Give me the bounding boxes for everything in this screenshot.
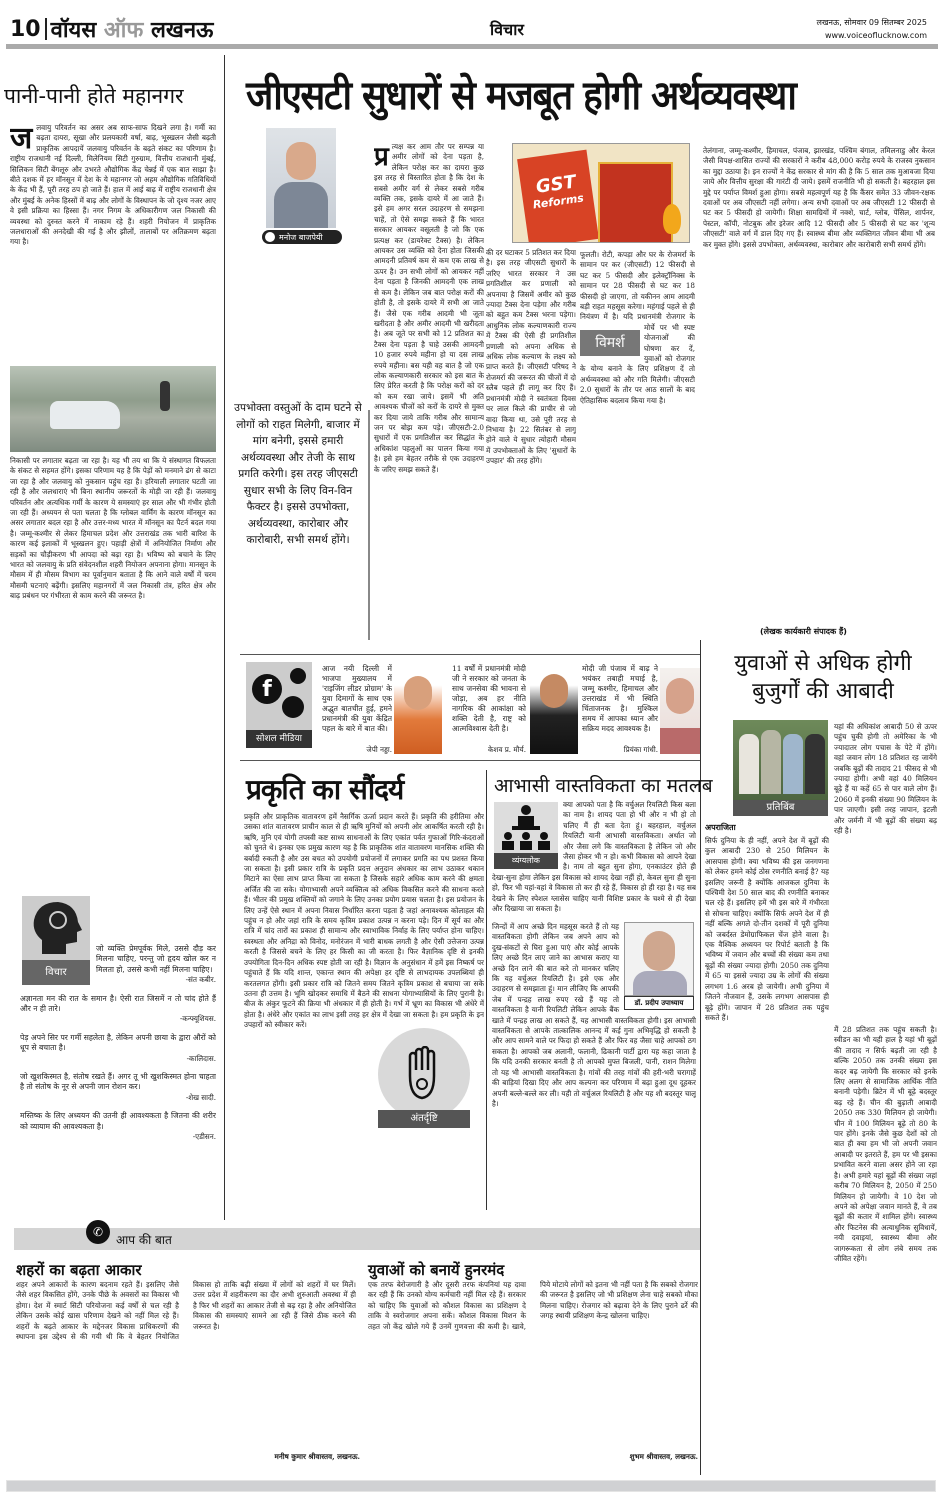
pratibimb-label: प्रतिबिंब <box>733 800 828 816</box>
vyangyalok-box <box>494 802 558 866</box>
masthead-title <box>51 14 214 44</box>
quote-text: जो खुशकिस्मत है, संतोष रखते हैं। अगर तू भी खुशकिस्मत होना चाहता है तो संतोष के नूर से अपनी जान रोशन कर। <box>20 1072 216 1092</box>
post-text: आज नयी दिल्ली में भाजपा मुख्यालय में 'राइजिंग लीडर प्रोग्राम' के युवा दिमागों के साथ एक अद्भुत बातचीत हुई, हमने प्रधानमंत्री की युवा केंद्रित पहल के बारे में बात की। <box>322 664 392 733</box>
antardrishti-badge <box>368 1028 484 1152</box>
quote-text: पेड़ अपने सिर पर गर्मी सहलेता है, लेकिन अपनी छाया के द्वारा औरों को धूप से बचाता है। <box>20 1032 216 1053</box>
facebook-icon: f <box>252 674 282 704</box>
left-article-body-continued: निकासी पर लगातार बढ़ता जा रहा है। यह भी तय था कि ये संस्थागत विफलता के संकट से सहमत होंगे। इसका परिणाम यह है कि पेड़ों को मनमाने ढंग से काटा जा रहा है और जलवायु को नुकसान पहुंच रहा है। हरियाली लगातार घटती जा रही है और जलधाराएं भी बिना स्थानीय जरूरतों के मोड़ी जा रही हैं। जलवायु परिवर्तन और अत्यधिक गर्मी के कारण ये समस्याएं हर साल और भी गंभीर होती जा रही हैं। अध्ययन से पता चलता है कि ग्लोबल वार्मिंग के कारण मॉनसून का असर लगातार बदल रहा है और उत्तर-मध्य भारत में मॉनसून का पैटर्न बदल गया है। जम्मू-कश्मीर से लेकर हिमाचल प्रदेश और उत्तराखंड तक भारी बारिश के कारण कई इलाकों में भूस्खलन हुए। पहाड़ी क्षेत्रों में अनियोजित निर्माण और सड़कों का चौड़ीकरण भी आपदा को बढ़ा रहा है। भविष्य को बचाने के लिए भारत को जलवायु के प्रति संवेदनशील शहरी नियोजन अपनाना होगा। मानसून के मौसम में ही मौसम विभाग का पूर्वानुमान बताता है कि आने वाले वर्षों में चरम मौसमी घटनाएं बढ़ेंगी। इसलिए महानगरों में जल निकासी तंत्र, हरित क्षेत्र और बाढ़ प्रबंधन पर गंभीरता से काम करने की जरूरत है। <box>10 456 216 601</box>
main-article-col1: त्यक्ष कर आम तौर पर सम्पन्न या अमीर लोगों को देना पड़ता है, लेकिन परोक्ष कर का दायरा कुछ इस तरह से विस्तारित होता है कि देश के सबसे अमीर वर्ग से लेकर सबसे गरीब व्यक्ति तक, इसके दायरे में आ जाते हैं। इसे हम अगर सरल उदाहरण से समझना चाहें, तो ऐसे समझ सकते हैं कि भारत सरकार आयकर वसूलती है जो कि एक प्रत्यक्ष कर (डायरेक्ट टैक्स) है। लेकिन आयकर उस व्यक्ति को देना होता जिसकी आमदनी प्रतिवर्ष कम से कम एक लाख से ऊपर है। उन सभी लोगों को आयकर नहीं देना पड़ता है जिनकी आमदनी एक लाख से कम है। लेकिन जब बात परोक्ष करों की होती है, तो इसके दायरे में सभी आ जाते हैं। जैसे एक गरीब आदमी भी जूता खरीदता है और अमीर आदमी भी खरीदता है। अब जूते पर सभी को 12 प्रतिशत का टैक्स देना पड़ता है चाहे उसकी आमदनी 10 हजार रुपये महीना हो या दस लाख रुपये महीना। बस यही वह बात है जो एक लोक कल्याणकारी सरकार को इस बात के लिए प्रेरित करती है कि परोक्ष करों को दर को कम रखा जाये। इसमें भी अति आवश्यक चीजों को करों के दायरे से मुक्त कर दिया जाये ताकि गरीब और सामान्य जन पर बोझ कम पड़े। जीएसटी-2.0 सुधारों में एक प्रगतिशील कर सिद्धांत के अधिकांश पहलुओं का पालन किया गया है। इसे हम बेहतर तरीके से एक उदाहरण के जरिए समझ सकते हैं। <box>374 142 484 474</box>
quote <box>20 994 216 1025</box>
abhasi-author-name: डॉ. प्रदीप उपाध्याय <box>624 996 694 1010</box>
post-text: 11 वर्षों में प्रधानमंत्री मोदी जी ने सरकार को जनता के साथ जनसेवा की भावना से जोड़ा, अब हर नीति नागरिक की आकांक्षा को शक्ति देती है, राष्ट्र को आत्मविश्वास देती है। <box>452 664 526 733</box>
main-article-col4: तेलंगाना, जम्मू-कश्मीर, हिमाचल, पंजाब, झारखंड, पश्चिम बंगाल, तमिलनाडु और केरल जैसी विपक्ष-शासित राज्यों की सरकारों ने करीब 48,000 करोड़ रुपये के राजस्व नुकसान का मुद्दा उठाया है। इन राज्यों ने केंद्र सरकार से मांग की है कि 5 साल तक मुआवजा दिया जाये और वित्तीय सुरक्षा की गारंटी दी जाये। इसमें राजनीति भी हो सकती है। बहरहाल इस मुद्दे पर पर्याप्त विमर्श हुआ होगा। सबसे महत्वपूर्ण यह है कि कैंसर समेत 33 जीवन-रक्षक दवाओं पर अब जीएसटी नहीं लगेगा। अन्य सभी दवाओं पर अब जीएसटी 12 फीसदी से घट कर 5 फीसदी हो जायेगी। शिक्षा सामग्रियों में नक्शे, चार्ट, ग्लोब, पेंसिल, शार्पनर, पेस्टल, कॉपी, नोटबुक और इरेजर आदि 12 फीसदी और 5 फीसदी से घट कर 'शून्य जीएसटी' वाले वर्ग में डाल दिए गए हैं। स्वास्थ्य बीमा और व्यक्तिगत जीवन बीमा भी अब कर मुक्त होंगे। इससे उपभोक्ता, अर्थव्यवस्था, कारोबार और कारोबारी सभी समर्थ होंगे। <box>703 146 935 249</box>
reforms-image-text: Reforms <box>532 191 585 212</box>
prakriti-headline: प्रकृति का सौंदर्य <box>246 773 404 806</box>
speaker-audience-icon <box>494 802 558 850</box>
youth-body-col1: सिर्फ दुनिया के ही नहीं, अपने देश में बूढ़ों की कुल आबादी 230 से 250 मिलियन के आसपास होगी। क्या भविष्य की इस जनगणना को लेकर हमने कोई ठोस रणनीति बनाई है? यह इसलिए जरूरी है क्योंकि आजकल दुनिया के पश्चिमी देश 50 साल बाद की रणनीति बनाकर चल रहे हैं। इसलिए हमें भी इस बारे में गंभीरता से सोचना चाहिए। क्योंकि सिर्फ अपने देश में ही नहीं बल्कि अगले दो-तीन दशकों में पूरी दुनिया को जबर्दस्त डेमोग्राफिकल चेंज होने वाला है। एक वैश्विक अध्ययन पर रिपोर्ट बताती है कि भविष्य में जवान और बच्चों की संख्या कम तथा बूढ़ों की संख्या ज्यादा होगी। 2050 तक दुनिया में 65 या इससे ज्यादा उम्र के लोगों की संख्या लगभग 1.6 अरब हो जायेगी। अभी दुनिया में जितने नौजवान हैं, उसके लगभग आसपास ही बूढ़े होंगे। जापान में 28 प्रतिशत तक पहुंच सकते हैं। <box>705 836 829 1022</box>
jp-nadda-photo <box>394 668 442 754</box>
twitter-icon <box>282 696 304 718</box>
aap-ki-baat-label: आप की बात <box>116 1233 172 1247</box>
abhasi-body-container <box>492 922 696 1207</box>
letter-body: एक तरफ बेरोजगारी है और दूसरी तरफ कंपनियां यह दावा कर रही हैं कि उनको योग्य कर्मचारी नहीं मिल रहे हैं। सरकार को चाहिए कि युवाओं को कौशल विकास का प्रशिक्षण दे ताकि वे स्वरोजगार अपना सकें। कौशल विकास मिशन के तहत जो केंद्र खोले गये हैं उनमें गुणवत्ता की कमी है। खावे, पिये मोटाये लोगों को इतना भी नहीं पता है कि सबको रोजगार की जरूरत है इसलिए जो भी प्रशिक्षण लेना चाहे सबको मौका मिलना चाहिए। रोजगार को बढ़ावा देने के लिए पुराने ढर्रे की जगह स्थायी प्रशिक्षण केन्द्र खोलना चाहिए। <box>368 1280 698 1331</box>
gst-image-text: GST <box>534 171 578 198</box>
column-divider <box>486 770 487 1210</box>
abhasi-intro-container <box>492 800 696 920</box>
header-rule <box>6 44 938 49</box>
main-article-col3: फूलती। रोटी, कपड़ा और घर के रोजमर्रा के सामान पर कर (जीएसटी) 12 फीसदी से घट कर 5 फीसदी और इलेक्ट्रॉनिक्स के सामान पर 28 फीसदी से घट कर 18 फीसदी हो जाएगा, तो यकीनन आम आदमी बड़ी राहत महसूस करेगा। महंगाई पहले से ही नियंत्रण में है। यदि प्रधानमंत्री रोजगार के मोर्चे पर भी स्पष्ट योजनाओं की घोषणा कर दें, युवाओं को रोजगार के योग्य बनाने के लिए प्रशिक्षण दें तो अर्थव्यवस्था को और गति मिलेगी। जीएसटी 2.0 सुधारों के तौर पर आठ सालों के बाद ऐतिहासिक बदलाव किया गया है। <box>580 250 695 405</box>
author-photo-block <box>624 922 696 1010</box>
drop-cap: ज <box>10 123 33 156</box>
vyangyalok-label: व्यंग्यलोक <box>494 853 558 869</box>
gst-reforms-image <box>512 143 690 243</box>
elderly-photo <box>733 720 828 800</box>
quote-author: -संत कबीर. <box>185 975 216 985</box>
youth-body-intro: यहां की अधिकांश आबादी 50 से ऊपर पहुंच चुकी होगी तो अमेरिका के भी ज्यादातर लोग पचास के पेटे में होंगे। वहां जवान लोग 18 प्रतिशत रह जायेंगे जबकि बूढ़ों की तादाद 21 फीसद से भी ज्यादा होगी। अभी वहां 40 मिलियन बूढ़े हैं या कहें 65 से पार वाले लोग हैं। 2060 में इनकी संख्या 90 मिलियन के पार जाएगी। इसी तरह जापान, इटली और जर्मनी में भी बूढ़ों की संख्या बढ़ रही है। <box>834 722 937 836</box>
prakriti-body: प्रकृति और प्राकृतिक वातावरण हमें नैसर्गिक ऊर्जा प्रदान करते हैं। प्रकृति की हरीतिमा और उसका शांत वातावरण प्राचीन काल से ही ऋषि मुनियों को अपनी ओर आकर्षित करती रही है। ऋषि, मुनि एवं योगी तपस्वी कष्ट साध्य साधनाओं के लिए एकांत पर्वत गुफाओं गिरि-कंदराओं को चुनते थे। इनका एक प्रमुख कारण यह है कि प्राकृतिक शांत वातावरण मानसिक शक्ति की बर्बादी रुकती है और उस बचत को उपयोगी प्रयोजनों में लगाकर प्रगति का पथ प्रशस्त किया जा सकता है। इसी प्रकार रात्रि के प्रकृति प्रदत्त अनुदान अंधकार का लाभ उठाकर थकान मिटाने का ऐसा लाभ प्राप्त किया जा सकता है जिसके सहारे अधिक काम करने की क्षमता अर्जित की जा सके। योगाभ्यासी अपने व्यक्तित्व को अधिक विकसित करने की साधना करते हैं। भीतर की प्रमुख शक्तियों को जगाने के लिए उनका प्रयोग प्रयास चलता है। इस प्रयोजन के लिए उन्हें ऐसे स्थान में अपना निवास निर्धारित करना पड़ता है जहां अनावश्यक कोलाहल की पहुंच न हो और जहां रात्रि के समय कृत्रिम प्रकाश उत्पन्न न करना पड़े। दिन में सूर्य का और रात्रि में चांद तारों का प्रकाश ही सामान्य और स्वाभाविक निर्वाह के लिए पर्याप्त होना चाहिए। स्वस्थता और अनिद्रा को विनोद, मनोरंजन में भारी बाधक लगती है और ऐसी उत्तेजना उत्पन्न करती है जिससे बचने के लिए हर किसी का जी करता है। फिर वैज्ञानिक दृष्टि से इनकी उपयोगिता दिन-दिन अधिक स्पष्ट होती जा रही है। विज्ञान के अनुसंधान में हमें इस निष्कर्ष पर पहुंचाते हैं कि यदि शान्त, एकान्त स्थान की अपेक्षा हर दृष्टि से लाभदायक उपलब्धियां ही करतलगत होंगी। इसी प्रकार रात्रि को जितने समय जितने कृत्रिम प्रकाश से बचाया जा सके उतना ही उत्तम है। भूमि खोदकर समाधि में बैठने की साधना योगाभ्यासियों के लिए पुरानी है। बीज के अंकुर फूटने की क्रिया भी अंधकार में ही होती है। गर्भ में भ्रूण का विकास भी अंधेरे में होता है। अंधेरे और एकांत का लाभ इसी तरह हर क्षेत्र में देखा जा सकता है। हम प्रकृति के इन उपहारों को स्वीकार करें। <box>244 812 484 1030</box>
pradeep-upadhyay-photo <box>624 922 694 996</box>
page-number: 10 <box>10 16 41 42</box>
social-post <box>582 664 700 754</box>
abhasi-body: जिन्दों में आप अच्छे दिन महसूस करते हैं तो यह वास्तविकता होगी लेकिन जब अपने आप को दुख-संकटों से घिरा हुआ पाएं और कोई आपके लिए अच्छे दिन लाए जाने का आभास कराए या अच्छे दिन लाने की बात करे तो मानकर चलिए कि यह वर्चुअल रियलिटी है। इसे एक और उदाहरण से समझाता हूं। मान लीजिए कि आपकी जेब में पन्द्रह लाख रुपए रखे हैं यह तो वास्तविकता है यानी रियलिटी लेकिन आपके बैंक खाते में पन्द्रह लाख आ सकते हैं, यह आभासी वास्तविकता होगी। इस आभासी वास्तविकता से आपके तात्कालिक आनन्द में कई गुना अभिवृद्धि हो सकती है और आप सामने वाले पर फिदा हो सकते हैं और फिर वह जैसा चाहे आपको ठग सकता है। आपको जब अलानी, फलानी, ढिकानी पार्टी द्वारा यह कहा जाता है कि यदि उनकी सरकार बनती है तो आपको मुफ्त बिजली, पानी, राशन मिलेगा तो यह भी आभासी वास्तविकता है। गांवों की तरह गांवों की हरी-भरी चरागाहें की बाड़ियां दिखा दिए और आप कल्पना कर परिणाम में बढ़ा हुआ दूध दूहकर अपनी बल्ले-बल्ले कर ली। यही तो वर्चुअल रियलिटी है और यह शौ बदस्तूर चालू है। <box>492 922 696 1108</box>
left-article-body: लवायु परिवर्तन का असर अब साफ-साफ दिखने लगा है। गर्मी का बढ़ता दायरा, सूखा और प्रलयकारी वर्षा, बाढ़, भूस्खलन जैसी बढ़ती प्राकृतिक आपदायें जलवायु परिवर्तन के बढ़ते संकट का परिणाम है। राष्ट्रीय राजधानी नई दिल्ली, मिलेनियम सिटी गुरुग्राम, वित्तीय राजधानी मुंबई, सिलिकन सिटी बेंगलूरु और उभरते औद्योगिक केंद्र चेन्नई में एक बात साझा है। बीते दशक में हर मॉनसून में देश के ये महानगर जो अहम औद्योगिक गतिविधियों के केंद्र भी हैं, पूरी तरह ठप हो जाते हैं। हाल में आई बाढ़ में राष्ट्रीय राजधानी क्षेत्र और मुंबई के अनेक हिस्सों में बाढ़ और लोगों के विस्थापन के जो दृश्य नजर आए वे इसी प्रक्रिया का हिस्सा हैं। नगर निगम के अधिकारीगण जल निकासी की व्यवस्था को दुरुस्त करने में नाकाम रहे हैं। शहरी नियोजन में प्राकृतिक जलधाराओं की अनदेखी की गई है और झीलों, तालाबों पर अतिक्रमण बढ़ता गया है। <box>10 123 216 247</box>
masthead-word-3: लखनऊ <box>151 18 214 43</box>
social-post <box>322 664 442 754</box>
quote <box>20 1033 216 1064</box>
youth-headline: युवाओं से अधिक होगी बुजुर्गों की आबादी <box>734 651 912 704</box>
abhasi-body-intro: क्या आपको पता है कि वर्चुअल रियलिटी किस बला का नाम है। शायद पता हो भी और न भी हो तो चलिए मैं ही बता देता हूं। बहरहाल, वर्चुअल रियलिटी यानी आभासी वास्तविकता। अर्थात जो और जैसा लगे कि वास्तविकता है लेकिन जो और जैसा होकर भी न हो। कभी विकास को आपने देखा है। नाम तो बहुत सुना होगा, एनकाउंटर होते ही देखा-सुना होगा लेकिन इस विकास को शायद देखा नहीं हो, केवल सुना ही सुना हो, फिर भी यहां-वहां वे विकास तो कर ही रहे हैं, विकास हो ही रहा है। यह सब देखने के लिए स्पेशल ग्लासेस चाहिए यानी विशिष्ट प्रकार के चश्मे से ही देखा और दिखाया जा सकता है। <box>492 800 696 914</box>
website-link[interactable]: www.voiceoflucknow.com <box>824 31 927 40</box>
flood-photo <box>10 366 216 452</box>
hamsa-hand-icon <box>402 1046 446 1102</box>
author-credit: (लेखक कार्यकारी संपादक हैं) <box>760 627 847 636</box>
letter-author: मनीष कुमार श्रीवास्तव, लखनऊ. <box>274 1452 360 1461</box>
author-byline: मनोज बाजपेयी <box>262 230 342 244</box>
quotes-list <box>20 944 216 1143</box>
quote <box>20 1072 216 1103</box>
letter-author: शुभम श्रीवास्तव, लखनऊ. <box>629 1452 698 1461</box>
social-media-box <box>246 662 312 748</box>
main-article-col2: की दर घटाकर 5 प्रतिशत कर दिया है। इस तरह जीएसटी सुधारों के जरिए भारत सरकार ने उस प्रगतिशील कर प्रणाली को अपनाया है जिसमें अमीर को कुछ ज्यादा टैक्स देना पड़ेगा और गरीब को बहुत कम टैक्स भरना पड़ेगा। आधुनिक लोक कल्याणकारी राज्य में टैक्स की ऐसी ही प्रगतिशील प्रणाली को अपना अधिक से अधिक लोक कल्याण के लक्ष्य को प्राप्त करते हैं। जीएसटी परिषद ने रोजमर्रा की जरूरत की चीजों में दो स्लैब पहले ही लागू कर दिए हैं। प्रधानमंत्री मोदी ने स्वतंत्रता दिवस पर लाल किले की प्राचीर से जो वादा किया था, उसे पूरी तरह से निभाया है। 22 सितंबर से लागू होने वाले ये सुधार त्योहारी मौसम में उपभोक्ताओं के लिए 'सुधारों के उपहार' की तरह होंगे। <box>486 248 576 466</box>
quote-text: अज्ञानता मन की रात के समान है। ऐसी रात जिसमें न तो चांद होते हैं और न ही तारे। <box>20 993 216 1014</box>
left-article-body-container <box>10 123 216 363</box>
vimarsh-label: विमर्श <box>580 330 640 356</box>
pull-quote: उपभोक्ता वस्तुओं के दाम घटने से लोगों को राहत मिलेगी, बाजार में मांग बनेगी, इससे हमारी अर्थव्यवस्था और तेजी के साथ प्रगति करेगी। इस तरह जीएसटी सुधार सभी के लिए विन-विन फैक्टर है। इससे उपभोक्ता, अर्थव्यवस्था, कारोबार और कारोबारी, सभी समर्थ होंगे। <box>234 402 362 546</box>
whatsapp-icon <box>290 668 306 684</box>
letter-title: युवाओं को बनायें हुनरमंद <box>368 1261 505 1279</box>
masthead-word-2: ऑफ <box>103 18 144 43</box>
quote-author: -कन्फ्यूशियस. <box>179 1014 216 1024</box>
column-divider <box>700 640 701 1475</box>
pen-icon <box>265 232 275 242</box>
aprajita-label: अपराजिता <box>705 823 736 832</box>
quote-author: -एडीसन. <box>192 1132 216 1142</box>
post-text: मोदी जी पंजाब में बाढ़ ने भयंकर तबाही मचाई है, जम्मू कश्मीर, हिमाचल और उत्तराखंड में भी स्थिति चिंताजनक है। मुश्किल समय में आपका ध्यान और सक्रिय मदद आवश्यक है। <box>582 664 658 733</box>
vichar-label: विचार <box>22 960 90 985</box>
letter-body: शहर अपने आकारों के कारण बदनाम रहते हैं। इसलिए जैसे जैसे शहर विकसित होंगे, उनके पीछे के अवसरों का विकास भी होगा। देश में स्मार्ट सिटी परियोजना कई वर्षों से चल रही है लेकिन उसके कोई खास परिणाम देखने को नहीं मिल रहे हैं। शहरों के बढ़ते आकार के मद्देनजर विकास प्राधिकरणों की स्थापना इस उद्देश्य से की गयी थी कि वे बेहतर नियोजित विकास हो ताकि बढ़ी संख्या में लोगों को शहरों में घर मिलें। उत्तर प्रदेश में शहरीकरण का दौर अभी शुरुआती अवस्था में ही है फिर भी शहरों का आकार तेजी से बढ़ रहा है और अनियोजित विकास की समस्याएं सामने आ रही हैं जिसे ठीक करने की जरूरत है। <box>16 1280 356 1342</box>
pull-quote-rule <box>368 410 370 640</box>
masthead-word-1: वॉयस <box>50 18 97 43</box>
youth-body-col2: मेें 28 प्रतिशत तक पहुंच सकती है। स्वीडन का भी यही हाल है यहां भी बूढ़ों की तादाद न सिर्फ बढ़ती जा रही है बल्कि 2050 तक उनकी संख्या इस कदर बढ़ जायेगी कि सरकार को इनके लिए अलग से सामाजिक आर्थिक नीति बनानी पड़ेगी। ब्रिटेन में भी बूढ़े बदस्तूर बढ़ रहे हैं। चीन की बुढ़ाती आबादी 2050 तक 330 मिलियन हो जायेगी। चीन में 100 मिलियन बूढ़े तो 80 के पार होंगे। इनके जैसे कुछ देशों को तो बात ही क्या हम भी जो अपनी जवान आबादी पर इतराते हैं, हम पर भी इसका प्रभावित करने वाला असर होने जा रहा है। अभी हमारे यहां बूढ़ों की संख्या जहां करीब 70 मिलियन है, 2050 में 250 मिलियन हो जायेगी। वे 10 देश जो अपने को अपेक्षा जवान मानते हैं, वे तब बूढ़ों की कतार में शामिल होंगे। स्वास्थ्य और फिटनेस की अत्याधुनिक सुविधायें, नयी दवाइयां, स्वास्थ्य बीमा और जागरूकता से लोग लंबे समय तक जीवित रहेंगे। <box>834 1025 937 1263</box>
abhasi-headline: आभासी वास्तविकता का मतलब <box>494 775 713 797</box>
quote <box>96 944 216 986</box>
quote-author: -कालिदास. <box>186 1053 216 1063</box>
social-media-label: सोशल मीडिया <box>246 730 312 748</box>
dateline: लखनऊ, सोमवार 09 सितम्बर 2025 <box>816 18 927 27</box>
main-drop-cap: प्र <box>374 142 389 172</box>
post-author: केशव प्र. मौर्य. <box>488 745 526 754</box>
quote <box>20 1111 216 1142</box>
quote-text: मस्तिष्क के लिए अध्ययन की उतनी ही आवश्यकता है जितना की शरीर को व्यायाम की आवश्यकता है। <box>20 1111 216 1131</box>
main-headline: जीएसटी सुधारों से मजबूत होगी अर्थव्यवस्था <box>246 73 796 119</box>
prakriti-body-container <box>244 812 484 1207</box>
main-article-col1-container <box>374 142 484 641</box>
section-title: विचार <box>490 20 524 39</box>
keshav-maurya-photo <box>530 668 578 754</box>
quote-text: जो व्यक्ति प्रेमपूर्वक मिले, उससे दौड़ कर मिलना चाहिए, परन्तु जो हृदय खोल कर न मिलता हो, उससे कभी नहीं मिलना चाहिए। <box>96 944 216 974</box>
quote-author: -शेख सादी. <box>185 1092 216 1102</box>
social-post <box>452 664 578 754</box>
strip-rule <box>240 654 700 655</box>
left-article-title: पानी-पानी होते महानगर <box>4 84 184 108</box>
column-divider <box>224 55 225 1220</box>
masthead <box>10 14 213 44</box>
author-photo <box>266 128 336 228</box>
main-article-col3-container <box>580 250 695 641</box>
antardrishti-label: अंतर्दृष्टि <box>378 1110 470 1128</box>
priyanka-gandhi-photo <box>660 668 700 754</box>
letter-title: शहरों का बढ़ता आकार <box>16 1261 142 1279</box>
post-author: प्रियंका गांधी. <box>623 745 658 754</box>
strip-rule <box>240 760 700 761</box>
aap-ki-baat-bar <box>14 1225 700 1250</box>
post-author: जेपी नड्डा. <box>366 745 392 754</box>
phone-chat-icon: ✆ <box>86 1220 110 1244</box>
footer-rule <box>6 1480 936 1492</box>
